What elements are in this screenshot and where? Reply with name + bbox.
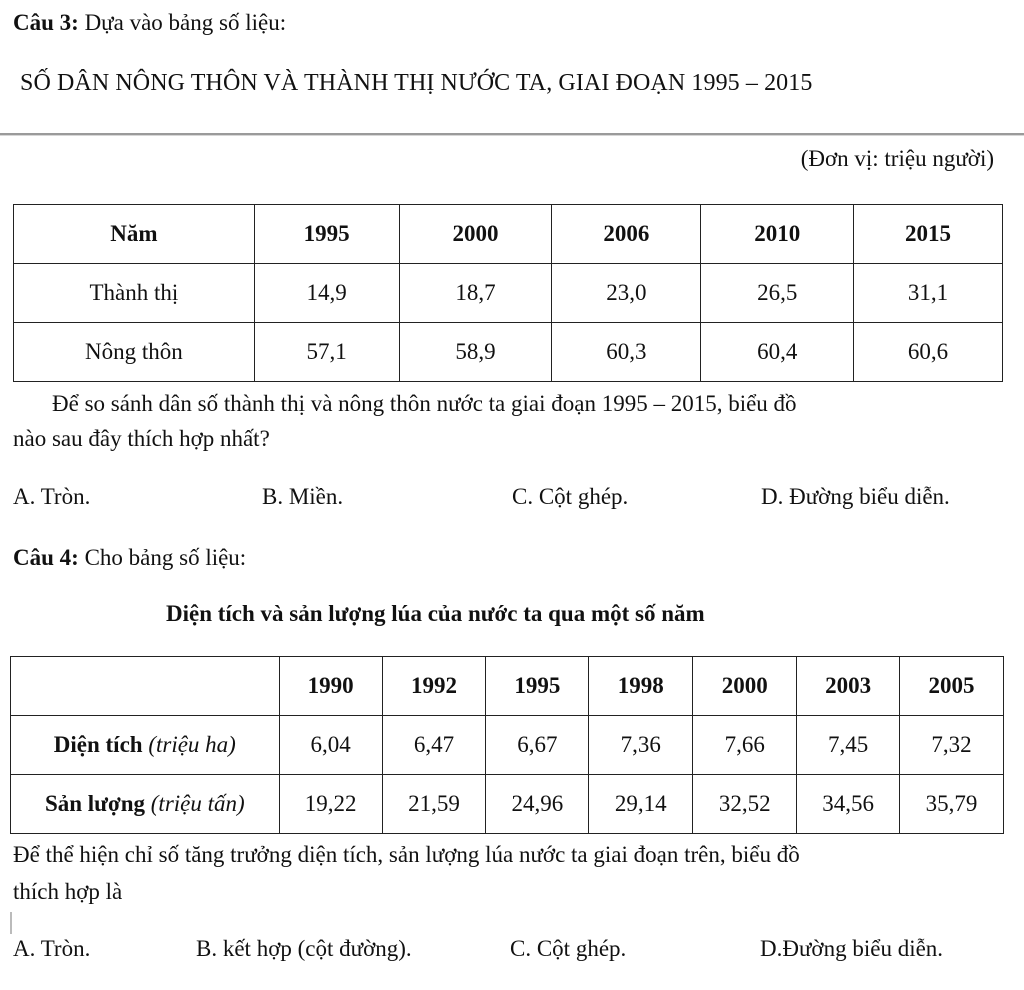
page-divider-shadow bbox=[0, 135, 1024, 136]
q3-heading bbox=[13, 10, 286, 36]
table-cell: 24,96 bbox=[486, 775, 589, 834]
table-cell: 60,6 bbox=[854, 323, 1003, 382]
table-row bbox=[11, 716, 1004, 775]
q3-option-b[interactable]: B. Miền. bbox=[262, 484, 344, 509]
table-header-cell: 1998 bbox=[589, 657, 693, 716]
table-cell: 60,3 bbox=[552, 323, 701, 382]
table-row bbox=[11, 775, 1004, 834]
table-cell: 32,52 bbox=[693, 775, 797, 834]
table-row-label bbox=[11, 775, 280, 834]
table-row-label: Thành thị bbox=[14, 264, 255, 323]
q4-option-c[interactable]: C. Cột ghép. bbox=[510, 936, 627, 961]
q3-table bbox=[13, 204, 1003, 382]
table-header-cell: 2006 bbox=[552, 205, 701, 264]
q4-option-d[interactable]: D.Đường biểu diễn. bbox=[760, 936, 944, 961]
row-label-name: Sản lượng bbox=[44, 791, 146, 816]
q3-unit: (Đơn vị: triệu người) bbox=[800, 146, 994, 171]
table-cell: 34,56 bbox=[797, 775, 900, 834]
table-header-cell: 1992 bbox=[382, 657, 486, 716]
table-header-cell: 2000 bbox=[693, 657, 797, 716]
q4-intro: Cho bảng số liệu: bbox=[78, 545, 247, 570]
q4-label: Câu 4: bbox=[13, 545, 79, 570]
table-cell: 7,66 bbox=[693, 716, 797, 775]
table-cell: 14,9 bbox=[254, 264, 399, 323]
table-cell: 7,45 bbox=[797, 716, 900, 775]
table-cell: 29,14 bbox=[589, 775, 693, 834]
table-cell: 18,7 bbox=[399, 264, 552, 323]
table-cell: 58,9 bbox=[399, 323, 552, 382]
table-row-label bbox=[11, 716, 280, 775]
q3-intro: Dựa vào bảng số liệu: bbox=[78, 10, 287, 35]
q3-option-d[interactable]: D. Đường biểu diễn. bbox=[761, 484, 950, 509]
table-cell: 60,4 bbox=[701, 323, 854, 382]
table-row bbox=[11, 657, 1004, 716]
q4-question-line2: thích hợp là bbox=[13, 879, 123, 904]
table-header-cell bbox=[11, 657, 280, 716]
q4-table-title: Diện tích và sản lượng lúa của nước ta qua một số năm bbox=[166, 601, 705, 626]
q3-label: Câu 3: bbox=[13, 10, 79, 35]
table-header-cell: 1990 bbox=[279, 657, 382, 716]
table-header-cell: 2015 bbox=[854, 205, 1003, 264]
table-header-cell: 2010 bbox=[701, 205, 854, 264]
q4-option-a[interactable]: A. Tròn. bbox=[13, 936, 91, 961]
table-cell: 6,04 bbox=[279, 716, 382, 775]
table-header-cell: 2003 bbox=[797, 657, 900, 716]
q3-question-line2: nào sau đây thích hợp nhất? bbox=[13, 426, 270, 451]
table-row bbox=[14, 323, 1003, 382]
q4-heading bbox=[13, 545, 246, 571]
table-row bbox=[14, 264, 1003, 323]
table-cell: 6,47 bbox=[382, 716, 486, 775]
table-header-cell: 2005 bbox=[900, 657, 1004, 716]
margin-mark bbox=[10, 912, 12, 934]
q3-table-title: SỐ DÂN NÔNG THÔN VÀ THÀNH THỊ NƯỚC TA, GIAI ĐOẠN 1995 – 2015 bbox=[20, 70, 813, 96]
q3-option-a[interactable]: A. Tròn. bbox=[13, 484, 91, 509]
row-label-unit: (triệu tấn) bbox=[150, 791, 245, 816]
table-cell: 19,22 bbox=[279, 775, 382, 834]
table-cell: 26,5 bbox=[701, 264, 854, 323]
table-header-cell: 1995 bbox=[254, 205, 399, 264]
table-cell: 31,1 bbox=[854, 264, 1003, 323]
q4-option-b[interactable]: B. kết hợp (cột đường). bbox=[196, 936, 412, 961]
q3-question-line1: Để so sánh dân số thành thị và nông thôn nước ta giai đoạn 1995 – 2015, biểu đồ bbox=[52, 391, 797, 416]
table-header-cell: Năm bbox=[14, 205, 255, 264]
q3-option-c[interactable]: C. Cột ghép. bbox=[512, 484, 629, 509]
table-cell: 23,0 bbox=[552, 264, 701, 323]
table-cell: 35,79 bbox=[900, 775, 1004, 834]
row-label-unit: (triệu ha) bbox=[148, 732, 236, 757]
table-cell: 7,36 bbox=[589, 716, 693, 775]
table-header-cell: 1995 bbox=[486, 657, 589, 716]
table-cell: 21,59 bbox=[382, 775, 486, 834]
table-row bbox=[14, 205, 1003, 264]
table-header-cell: 2000 bbox=[399, 205, 552, 264]
table-row-label: Nông thôn bbox=[14, 323, 255, 382]
table-cell: 6,67 bbox=[486, 716, 589, 775]
q4-question-line1: Để thể hiện chỉ số tăng trưởng diện tích, sản lượng lúa nước ta giai đoạn trên, biểu đồ bbox=[13, 842, 800, 867]
q4-table bbox=[10, 656, 1004, 834]
table-cell: 7,32 bbox=[900, 716, 1004, 775]
table-cell: 57,1 bbox=[254, 323, 399, 382]
row-label-name: Diện tích bbox=[53, 732, 143, 757]
